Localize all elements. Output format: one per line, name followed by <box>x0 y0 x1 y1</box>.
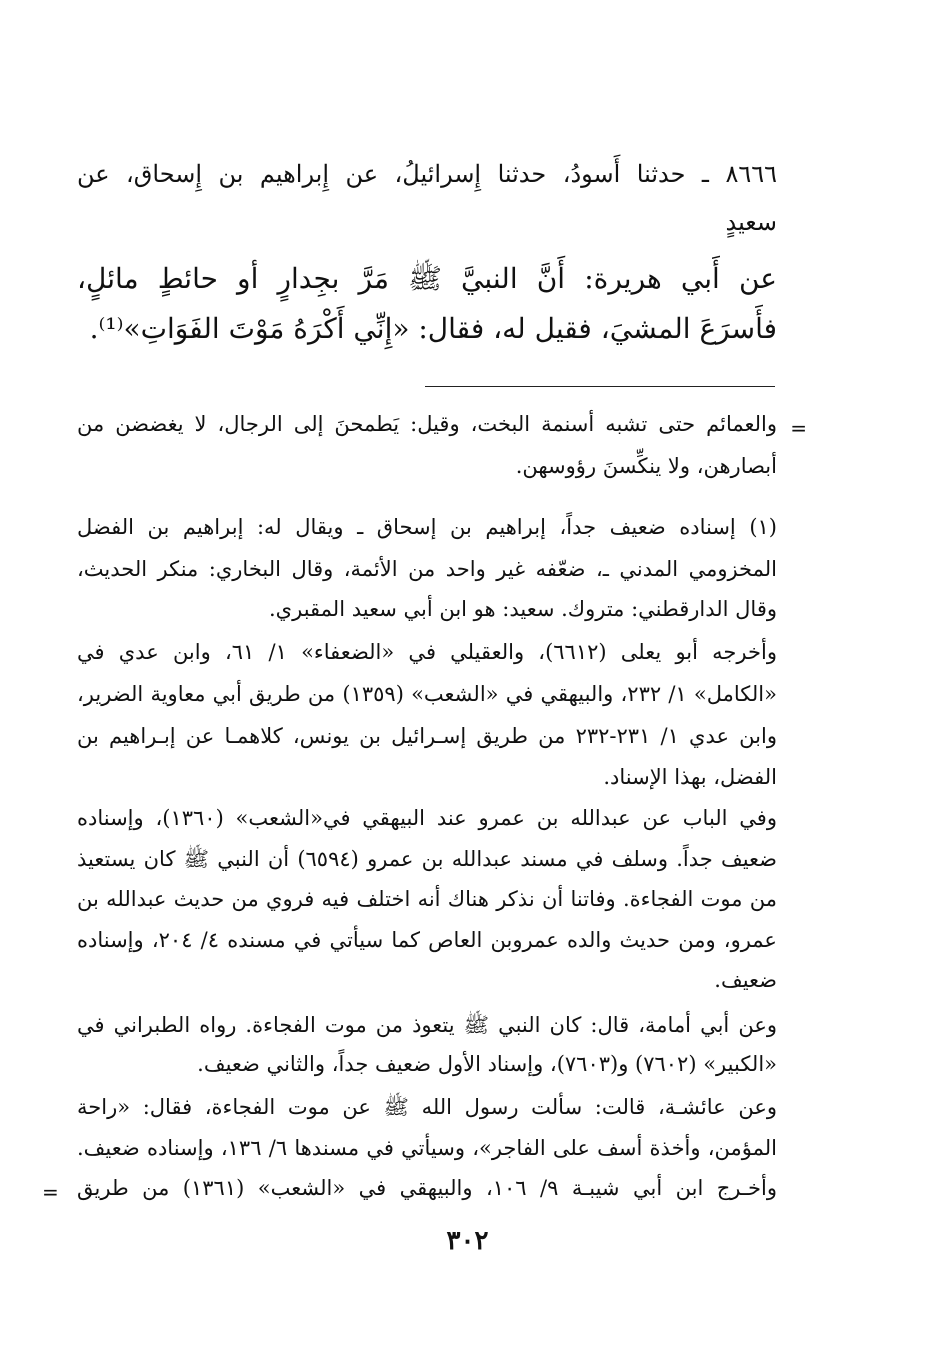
footnote-5-line-2: المؤمن، وأخذة أسف على الفاجر»، وسيأتي في مسندها ٦/ ١٣٦، وإسناده ضعيف. <box>77 1136 777 1160</box>
footnote-1-line-1: (١) إسناده ضعيف جداً، إبراهيم بن إسحاق ـ ويقال له: إبراهيم بن الفضل <box>77 515 777 539</box>
footnote-3-line-3: من موت الفجاءة. وفاتنا أن نذكر هناك أنه اختلف فيه فروي من حديث عبدالله بن <box>77 887 777 911</box>
footnote-continued-line-2: أبصارهن، ولا ينكِّسنَ رؤوسهن. <box>515 454 777 478</box>
footnote-4-line-2: «الكبير» (٧٦٠٢) و(٧٦٠٣)، وإسناد الأول ضعيف جداً، والثاني ضعيف. <box>197 1052 777 1076</box>
footnote-1-line-2: المخزومي المدني ـ، ضعّفه غير واحد من الأئمة، وقال البخاري: منكر الحديث، <box>77 557 777 581</box>
hadith-line-1: ٨٦٦٦ ـ حدثنا أَسودُ، حدثنا إِسرائيلُ، عن إِبراهيم بن إِسحاق، عن <box>77 160 777 188</box>
page-number: ٣٠٢ <box>446 1226 489 1256</box>
footnote-3-line-1: وفي الباب عن عبدالله بن عمرو عند البيهقي في«الشعب» (١٣٦٠)، وإسناده <box>77 806 777 830</box>
hadith-line-3: عن أَبي هريرة: أَنَّ النبيَّ ﷺ مَرَّ بجِدارٍ أو حائطٍ مائلٍ، <box>77 262 777 295</box>
footnote-1-line-3: وقال الدارقطني: متروك. سعيد: هو ابن أبي سعيد المقبري. <box>269 597 777 621</box>
footnote-3-line-4: عمرو، ومن حديث والده عمروبن العاص كما سيأتي في مسنده ٤/ ٢٠٤، وإسناده <box>77 928 777 952</box>
continuation-mark: = <box>790 416 807 440</box>
footnote-5-line-1: وعن عائشـة، قالت: سألت رسول الله ﷺ عن موت الفجاءة، فقال: «راحة <box>77 1095 777 1119</box>
footnote-continued-line-1: والعمائم حتى تشبه أسنمة البخت، وقيل: يَطمحنَ إلى الرجال، لا يغضضن من <box>77 412 777 436</box>
footnote-3-line-2: ضعيف جداً. وسلف في مسند عبدالله بن عمرو (٦٥٩٤) أن النبي ﷺ كان يستعيذ <box>77 847 777 871</box>
footnote-3-line-5: ضعيف. <box>714 968 777 992</box>
footnote-4-line-1: وعن أبي أمامة، قال: كان النبي ﷺ يتعوذ من موت الفجاءة. رواه الطبراني في <box>77 1013 777 1037</box>
footnote-2-line-3: وابن عدي ١/ ٢٣١-٢٣٢ من طريق إسـرائيل بن يونس، كلاهمـا عن إبـراهيم بن <box>77 724 777 748</box>
footnote-divider <box>425 386 775 387</box>
footnote-6-line-1: وأخـرج ابن أبي شيبـة ٩/ ١٠٦، والبيهقي في «الشعب» (١٣٦١) من طريق <box>77 1176 777 1200</box>
hadith-line-4: فأَسرَعَ المشيَ، فقيل له، فقال: «إِنِّي أَكْرَهُ مَوْتَ الفَوَاتِ»⁽¹⁾. <box>89 312 777 345</box>
footnote-2-line-2: «الكامل» ١/ ٢٣٢، والبيهقي في «الشعب» (١٣٥٩) من طريق أبي معاوية الضرير، <box>77 682 777 706</box>
end-continuation-mark: = <box>42 1180 59 1204</box>
footnote-2-line-1: وأخرجه أبو يعلى (٦٦١٢)، والعقيلي في «الضعفاء» ١/ ٦١، وابن عدي في <box>77 640 777 664</box>
footnote-2-line-4: الفضل، بهذا الإسناد. <box>603 765 777 789</box>
hadith-line-2: سعيدٍ <box>725 208 777 236</box>
